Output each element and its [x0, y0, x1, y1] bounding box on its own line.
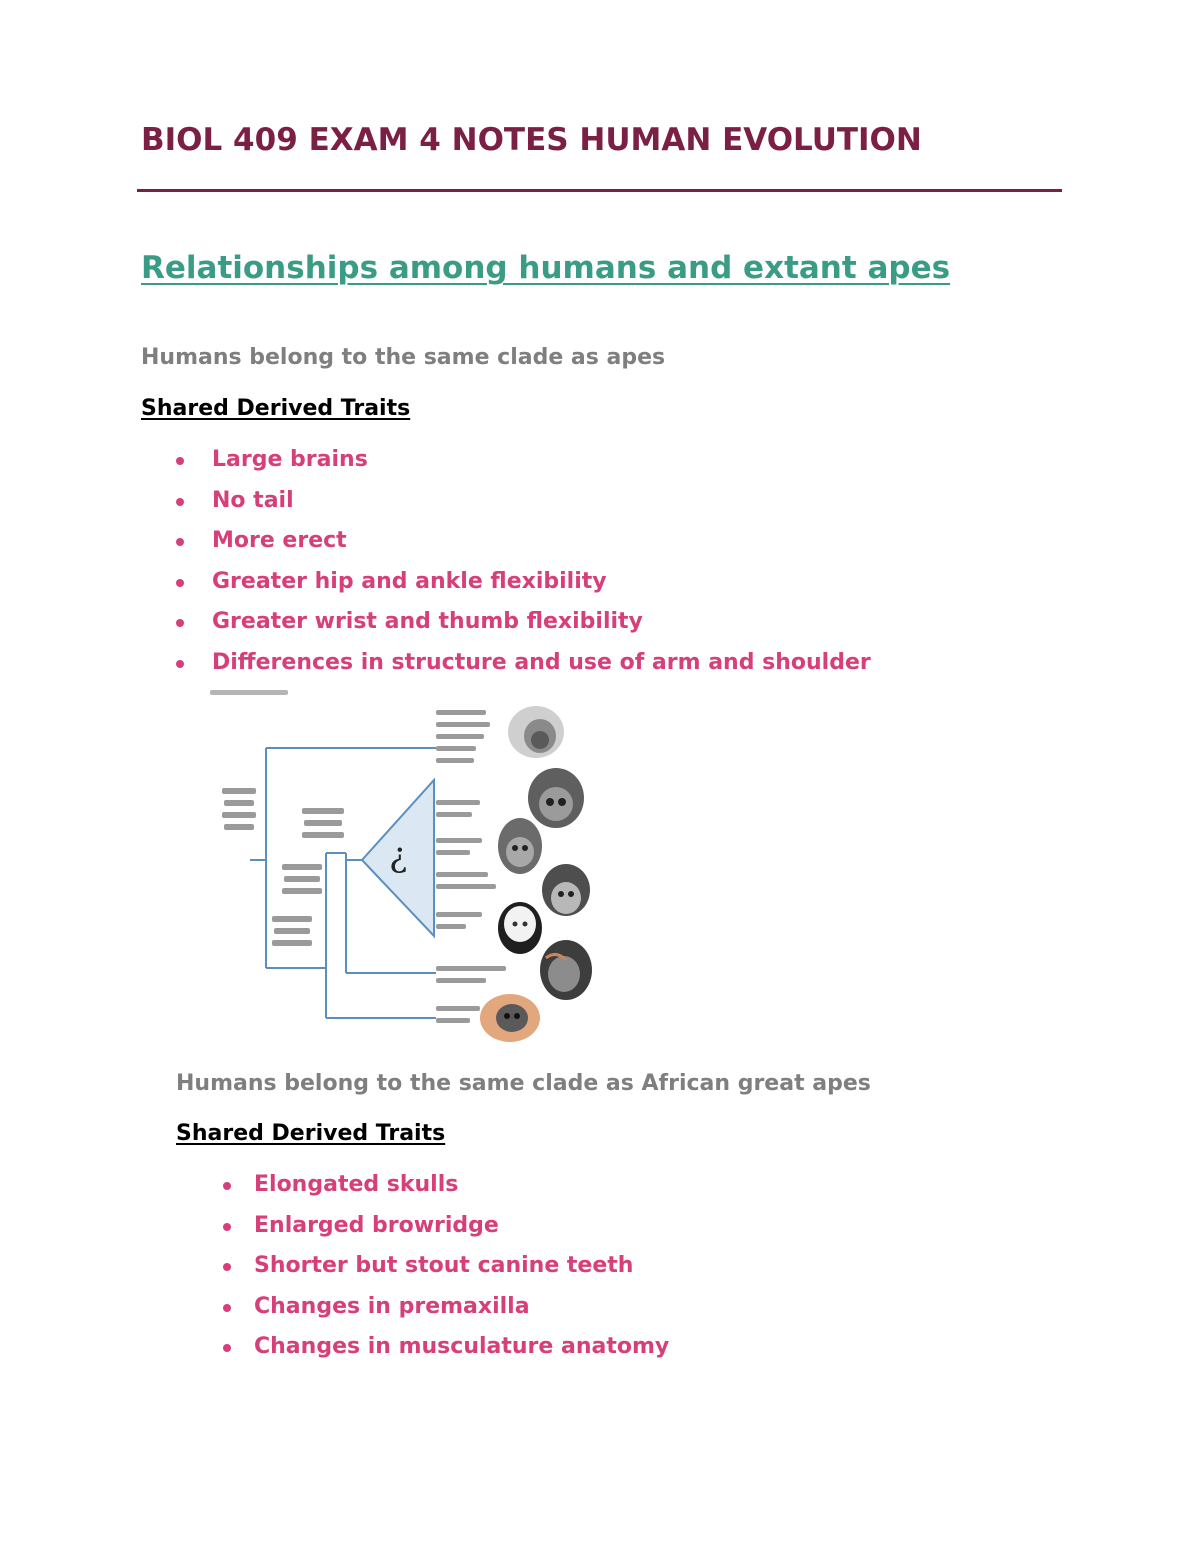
traits-list-african-apes — [254, 1170, 669, 1373]
section-heading: Relationships among humans and extant apes — [141, 250, 951, 286]
bullet-icon — [176, 660, 184, 668]
list-item: Changes in premaxilla — [254, 1292, 669, 1333]
shared-traits-subhead: Shared Derived Traits — [141, 396, 411, 421]
bullet-icon — [176, 538, 184, 546]
human-face — [498, 902, 542, 954]
page-title: BIOL 409 EXAM 4 NOTES HUMAN EVOLUTION — [141, 122, 922, 158]
bullet-icon — [223, 1182, 231, 1190]
list-item: More erect — [212, 526, 871, 567]
list-item: Greater wrist and thumb flexibility — [212, 607, 871, 648]
figure-credit — [210, 690, 288, 695]
bullet-icon — [176, 619, 184, 627]
list-item: Large brains — [212, 445, 871, 486]
orangutan-face — [540, 940, 592, 1000]
list-item: Enlarged browridge — [254, 1211, 669, 1252]
bullet-icon — [176, 498, 184, 506]
list-item: Elongated skulls — [254, 1170, 669, 1211]
clade-statement-african-apes: Humans belong to the same clade as African great apes — [176, 1071, 871, 1096]
list-item: Shorter but stout canine teeth — [254, 1251, 669, 1292]
list-item: No tail — [212, 486, 871, 527]
traits-list-apes — [212, 445, 871, 688]
old-world-monkey-face — [508, 706, 564, 758]
bullet-icon — [223, 1304, 231, 1312]
gorilla-face — [528, 768, 584, 828]
list-item: Greater hip and ankle flexibility — [212, 567, 871, 608]
bonobo-face — [498, 818, 542, 874]
gibbon-face — [480, 994, 540, 1042]
bullet-icon — [223, 1223, 231, 1231]
list-item: Changes in musculature anatomy — [254, 1332, 669, 1373]
shared-traits-subhead-2: Shared Derived Traits — [176, 1121, 446, 1146]
clade-question-mark: ? — [389, 839, 408, 879]
mirrored-labels — [222, 710, 506, 1023]
bullet-icon — [176, 457, 184, 465]
bullet-icon — [176, 579, 184, 587]
chimpanzee-face — [542, 864, 590, 916]
bullet-icon — [223, 1344, 231, 1352]
ape-phylogeny-figure — [210, 688, 610, 1044]
list-item: Differences in structure and use of arm and shoulder — [212, 648, 871, 689]
title-divider — [137, 189, 1062, 192]
bullet-icon — [223, 1263, 231, 1271]
clade-statement-apes: Humans belong to the same clade as apes — [141, 345, 666, 370]
